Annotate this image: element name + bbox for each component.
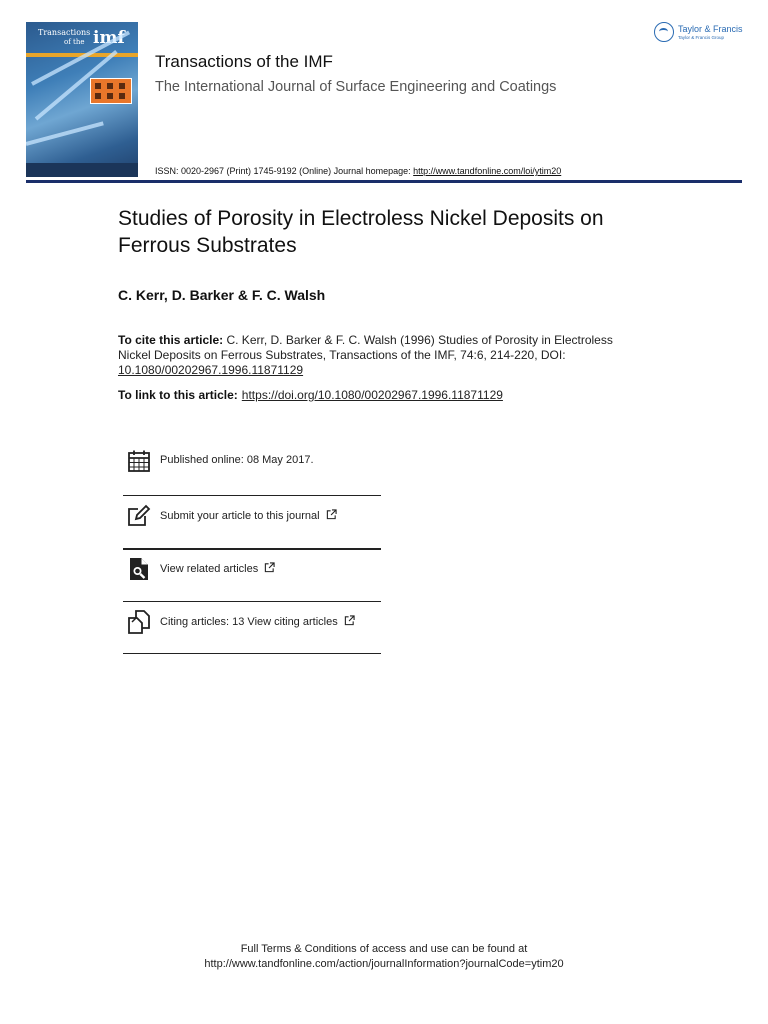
citing-articles-label: Citing articles: 13 View citing articles [160,616,338,628]
external-link-icon [326,509,337,520]
related-articles-row[interactable] [123,545,381,597]
issn-text: ISSN: 0020-2967 (Print) 1745-9192 (Online) Journal homepage: [155,166,414,176]
journal-title[interactable]: Transactions of the IMF [155,52,333,71]
publisher-logo [654,22,754,48]
journal-subtitle: The International Journal of Surface Engineering and Coatings [155,79,557,95]
submit-article-label: Submit your article to this journal [160,510,320,522]
issn-line [155,166,561,176]
citing-articles-icon [127,610,151,634]
cite-label: To cite this article: [118,333,224,347]
edit-icon [127,504,151,528]
submit-article-row[interactable] [123,492,381,544]
calendar-icon [127,449,151,473]
footer [0,942,768,972]
citing-articles-link[interactable] [160,615,355,628]
citing-articles-row[interactable] [123,598,381,650]
related-articles-label: View related articles [160,563,259,575]
article-doi-link[interactable]: https://doi.org/10.1080/00202967.1996.11871129 [241,388,503,402]
publisher-name: Taylor & Francis [678,24,743,34]
cover-graphic [26,121,104,146]
article-title: Studies of Porosity in Electroless Nickel Deposits on Ferrous Substrates [118,207,604,257]
cover-logo: imf [93,28,125,48]
article-link-line [118,388,503,402]
search-document-icon [127,557,151,581]
submit-article-link[interactable] [160,509,337,522]
publisher-group: Taylor & Francis Group [678,35,725,40]
related-articles-link[interactable] [160,562,275,575]
publisher-logo-icon [654,22,674,42]
external-link-icon [264,562,275,573]
journal-homepage-link[interactable]: http://www.tandfonline.com/loi/ytim20 [413,166,562,176]
journal-cover-image [26,22,138,177]
cite-doi-link[interactable]: 10.1080/00202967.1996.11871129 [118,363,304,377]
cite-text: C. Kerr, D. Barker & F. C. Walsh (1996) Studies of Porosity in Electroless Nickel Deposits on Ferrous Substrates, Transactions of the IMF, 74:6, 214-220, DOI: [118,333,613,362]
footer-terms-link[interactable]: http://www.tandfonline.com/action/journalInformation?journalCode=ytim20 [204,958,564,970]
divider [123,653,381,654]
article-authors: C. Kerr, D. Barker & F. C. Walsh [118,287,326,303]
cover-graphic-panel [90,78,132,104]
published-online-row [123,437,381,489]
link-label: To link to this article: [118,388,238,402]
published-online-text: Published online: 08 May 2017. [160,454,314,466]
header-rule [26,180,742,183]
citation-block [118,333,638,378]
external-link-icon [344,615,355,626]
cover-title-line2: of the [64,38,85,46]
cover-title-line1: Transactions [38,28,91,37]
cover-footer [26,163,138,177]
footer-terms-text: Full Terms & Conditions of access and use can be found at [240,943,528,955]
